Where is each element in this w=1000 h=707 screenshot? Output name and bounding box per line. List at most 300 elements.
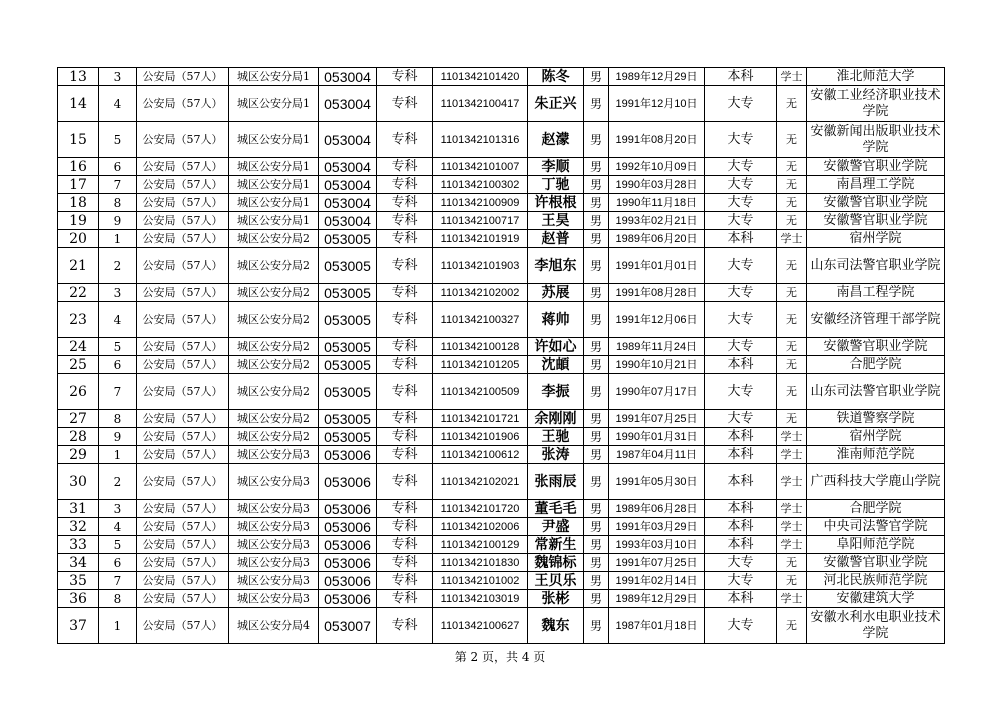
exam-number-cell: 1101342100327 [433,302,528,338]
position-code-cell: 053004 [319,158,377,176]
required-level-cell: 专科 [377,572,433,590]
required-level-cell: 专科 [377,338,433,356]
group-sequence-cell: 8 [99,194,137,212]
table-row [58,302,945,338]
row-number-cell: 15 [58,122,99,158]
exam-number-cell: 1101342102002 [433,284,528,302]
required-level-cell: 专科 [377,410,433,428]
gender-cell: 男 [584,230,609,248]
birth-date-cell: 1992年10月09日 [609,158,705,176]
group-sequence-cell: 9 [99,428,137,446]
candidate-name-cell: 李顺 [528,158,584,176]
required-level-cell: 专科 [377,248,433,284]
department-cell: 公安局（57人） [137,284,229,302]
table-row [58,464,945,500]
office-cell: 城区公安分局1 [229,158,319,176]
row-number-cell: 13 [58,68,99,86]
department-cell: 公安局（57人） [137,248,229,284]
birth-date-cell: 1991年02月14日 [609,572,705,590]
position-code-cell: 053006 [319,500,377,518]
row-number-cell: 31 [58,500,99,518]
birth-date-cell: 1990年10月21日 [609,356,705,374]
row-number-cell: 33 [58,536,99,554]
gender-cell: 男 [584,536,609,554]
education-cell: 本科 [705,464,777,500]
required-level-cell: 专科 [377,518,433,536]
position-code-cell: 053004 [319,86,377,122]
degree-cell: 学士 [777,518,807,536]
school-cell: 合肥学院 [807,500,945,518]
education-cell: 大专 [705,158,777,176]
school-cell: 山东司法警官职业学院 [807,374,945,410]
birth-date-cell: 1990年01月31日 [609,428,705,446]
group-sequence-cell: 3 [99,68,137,86]
school-cell: 宿州学院 [807,230,945,248]
degree-cell: 学士 [777,464,807,500]
table-row [58,446,945,464]
birth-date-cell: 1991年07月25日 [609,554,705,572]
position-code-cell: 053005 [319,374,377,410]
education-cell: 本科 [705,230,777,248]
birth-date-cell: 1990年11月18日 [609,194,705,212]
gender-cell: 男 [584,356,609,374]
row-number-cell: 35 [58,572,99,590]
department-cell: 公安局（57人） [137,302,229,338]
degree-cell: 无 [777,122,807,158]
department-cell: 公安局（57人） [137,86,229,122]
education-cell: 大专 [705,554,777,572]
row-number-cell: 20 [58,230,99,248]
group-sequence-cell: 1 [99,230,137,248]
school-cell: 淮南师范学院 [807,446,945,464]
gender-cell: 男 [584,86,609,122]
candidate-name-cell: 王驰 [528,428,584,446]
position-code-cell: 053005 [319,302,377,338]
gender-cell: 男 [584,608,609,644]
row-number-cell: 25 [58,356,99,374]
department-cell: 公安局（57人） [137,122,229,158]
position-code-cell: 053005 [319,248,377,284]
candidate-table [57,67,945,644]
required-level-cell: 专科 [377,536,433,554]
office-cell: 城区公安分局1 [229,176,319,194]
table-row [58,68,945,86]
gender-cell: 男 [584,428,609,446]
row-number-cell: 37 [58,608,99,644]
school-cell: 河北民族师范学院 [807,572,945,590]
position-code-cell: 053006 [319,572,377,590]
office-cell: 城区公安分局3 [229,536,319,554]
candidate-name-cell: 陈冬 [528,68,584,86]
birth-date-cell: 1990年03月28日 [609,176,705,194]
position-code-cell: 053005 [319,284,377,302]
position-code-cell: 053006 [319,554,377,572]
candidate-name-cell: 赵普 [528,230,584,248]
degree-cell: 学士 [777,446,807,464]
office-cell: 城区公安分局4 [229,608,319,644]
department-cell: 公安局（57人） [137,176,229,194]
education-cell: 大专 [705,374,777,410]
birth-date-cell: 1989年12月29日 [609,590,705,608]
group-sequence-cell: 3 [99,284,137,302]
degree-cell: 无 [777,212,807,230]
exam-number-cell: 1101342100717 [433,212,528,230]
required-level-cell: 专科 [377,212,433,230]
table-row [58,554,945,572]
position-code-cell: 053006 [319,518,377,536]
degree-cell: 无 [777,410,807,428]
required-level-cell: 专科 [377,500,433,518]
group-sequence-cell: 4 [99,302,137,338]
birth-date-cell: 1987年04月11日 [609,446,705,464]
education-cell: 大专 [705,122,777,158]
position-code-cell: 053004 [319,68,377,86]
row-number-cell: 26 [58,374,99,410]
department-cell: 公安局（57人） [137,68,229,86]
birth-date-cell: 1987年01月18日 [609,608,705,644]
group-sequence-cell: 2 [99,248,137,284]
gender-cell: 男 [584,572,609,590]
row-number-cell: 28 [58,428,99,446]
group-sequence-cell: 7 [99,374,137,410]
table-row [58,176,945,194]
position-code-cell: 053005 [319,428,377,446]
candidate-name-cell: 许如心 [528,338,584,356]
exam-number-cell: 1101342100909 [433,194,528,212]
row-number-cell: 16 [58,158,99,176]
candidate-name-cell: 魏东 [528,608,584,644]
required-level-cell: 专科 [377,464,433,500]
department-cell: 公安局（57人） [137,356,229,374]
exam-number-cell: 1101342100129 [433,536,528,554]
department-cell: 公安局（57人） [137,536,229,554]
group-sequence-cell: 7 [99,572,137,590]
office-cell: 城区公安分局2 [229,248,319,284]
birth-date-cell: 1989年11月24日 [609,338,705,356]
group-sequence-cell: 8 [99,410,137,428]
education-cell: 本科 [705,590,777,608]
school-cell: 安徽建筑大学 [807,590,945,608]
table-row [58,518,945,536]
birth-date-cell: 1991年12月10日 [609,86,705,122]
school-cell: 安徽经济管理干部学院 [807,302,945,338]
office-cell: 城区公安分局2 [229,230,319,248]
table-row [58,356,945,374]
table-row [58,158,945,176]
education-cell: 大专 [705,86,777,122]
candidate-name-cell: 尹盛 [528,518,584,536]
degree-cell: 无 [777,194,807,212]
degree-cell: 无 [777,338,807,356]
school-cell: 安徽工业经济职业技术学院 [807,86,945,122]
degree-cell: 无 [777,158,807,176]
exam-number-cell: 1101342100627 [433,608,528,644]
required-level-cell: 专科 [377,608,433,644]
department-cell: 公安局（57人） [137,446,229,464]
position-code-cell: 053004 [319,212,377,230]
exam-number-cell: 1101342101830 [433,554,528,572]
office-cell: 城区公安分局1 [229,86,319,122]
department-cell: 公安局（57人） [137,428,229,446]
row-number-cell: 34 [58,554,99,572]
gender-cell: 男 [584,122,609,158]
education-cell: 大专 [705,410,777,428]
candidate-name-cell: 张彬 [528,590,584,608]
row-number-cell: 30 [58,464,99,500]
group-sequence-cell: 8 [99,590,137,608]
group-sequence-cell: 9 [99,212,137,230]
row-number-cell: 21 [58,248,99,284]
office-cell: 城区公安分局3 [229,518,319,536]
table-row [58,338,945,356]
group-sequence-cell: 4 [99,518,137,536]
exam-number-cell: 1101342102021 [433,464,528,500]
education-cell: 本科 [705,68,777,86]
exam-number-cell: 1101342101721 [433,410,528,428]
gender-cell: 男 [584,410,609,428]
row-number-cell: 18 [58,194,99,212]
required-level-cell: 专科 [377,230,433,248]
degree-cell: 学士 [777,230,807,248]
office-cell: 城区公安分局3 [229,590,319,608]
school-cell: 阜阳师范学院 [807,536,945,554]
exam-number-cell: 1101342101919 [433,230,528,248]
birth-date-cell: 1991年07月25日 [609,410,705,428]
education-cell: 大专 [705,572,777,590]
candidate-name-cell: 常新生 [528,536,584,554]
office-cell: 城区公安分局3 [229,554,319,572]
office-cell: 城区公安分局1 [229,212,319,230]
exam-number-cell: 1101342100417 [433,86,528,122]
exam-number-cell: 1101342100612 [433,446,528,464]
position-code-cell: 053005 [319,230,377,248]
row-number-cell: 36 [58,590,99,608]
education-cell: 本科 [705,500,777,518]
row-number-cell: 14 [58,86,99,122]
table-row [58,374,945,410]
group-sequence-cell: 1 [99,446,137,464]
office-cell: 城区公安分局2 [229,302,319,338]
required-level-cell: 专科 [377,374,433,410]
table-row [58,590,945,608]
required-level-cell: 专科 [377,284,433,302]
table-row [58,428,945,446]
department-cell: 公安局（57人） [137,374,229,410]
candidate-name-cell: 朱正兴 [528,86,584,122]
required-level-cell: 专科 [377,302,433,338]
table-row [58,122,945,158]
education-cell: 大专 [705,212,777,230]
school-cell: 中央司法警官学院 [807,518,945,536]
office-cell: 城区公安分局2 [229,428,319,446]
table-row [58,230,945,248]
table-row [58,248,945,284]
gender-cell: 男 [584,338,609,356]
candidate-name-cell: 许根根 [528,194,584,212]
school-cell: 安徽警官职业学院 [807,158,945,176]
exam-number-cell: 1101342101420 [433,68,528,86]
candidate-name-cell: 王昊 [528,212,584,230]
office-cell: 城区公安分局2 [229,410,319,428]
required-level-cell: 专科 [377,590,433,608]
candidate-name-cell: 赵濛 [528,122,584,158]
position-code-cell: 053005 [319,356,377,374]
office-cell: 城区公安分局2 [229,284,319,302]
gender-cell: 男 [584,374,609,410]
education-cell: 本科 [705,428,777,446]
office-cell: 城区公安分局3 [229,500,319,518]
position-code-cell: 053004 [319,176,377,194]
exam-number-cell: 1101342100302 [433,176,528,194]
gender-cell: 男 [584,554,609,572]
position-code-cell: 053007 [319,608,377,644]
exam-number-cell: 1101342101002 [433,572,528,590]
required-level-cell: 专科 [377,68,433,86]
required-level-cell: 专科 [377,554,433,572]
department-cell: 公安局（57人） [137,212,229,230]
degree-cell: 无 [777,248,807,284]
school-cell: 合肥学院 [807,356,945,374]
gender-cell: 男 [584,446,609,464]
row-number-cell: 22 [58,284,99,302]
department-cell: 公安局（57人） [137,338,229,356]
exam-number-cell: 1101342101316 [433,122,528,158]
table-row [58,608,945,644]
department-cell: 公安局（57人） [137,230,229,248]
required-level-cell: 专科 [377,428,433,446]
school-cell: 宿州学院 [807,428,945,446]
gender-cell: 男 [584,68,609,86]
office-cell: 城区公安分局2 [229,374,319,410]
exam-number-cell: 1101342101205 [433,356,528,374]
education-cell: 大专 [705,608,777,644]
row-number-cell: 19 [58,212,99,230]
office-cell: 城区公安分局3 [229,572,319,590]
education-cell: 大专 [705,248,777,284]
table-row [58,500,945,518]
education-cell: 本科 [705,356,777,374]
department-cell: 公安局（57人） [137,464,229,500]
table-row [58,572,945,590]
degree-cell: 无 [777,86,807,122]
education-cell: 大专 [705,302,777,338]
gender-cell: 男 [584,248,609,284]
gender-cell: 男 [584,302,609,338]
office-cell: 城区公安分局1 [229,194,319,212]
gender-cell: 男 [584,590,609,608]
position-code-cell: 053006 [319,590,377,608]
candidate-name-cell: 蒋帅 [528,302,584,338]
office-cell: 城区公安分局2 [229,338,319,356]
degree-cell: 无 [777,284,807,302]
school-cell: 安徽警官职业学院 [807,338,945,356]
exam-number-cell: 1101342101903 [433,248,528,284]
degree-cell: 无 [777,176,807,194]
position-code-cell: 053006 [319,536,377,554]
school-cell: 安徽水利水电职业技术学院 [807,608,945,644]
birth-date-cell: 1991年08月20日 [609,122,705,158]
candidate-name-cell: 张雨辰 [528,464,584,500]
required-level-cell: 专科 [377,176,433,194]
degree-cell: 无 [777,356,807,374]
birth-date-cell: 1989年12月29日 [609,68,705,86]
exam-number-cell: 1101342100509 [433,374,528,410]
school-cell: 安徽新闻出版职业技术学院 [807,122,945,158]
school-cell: 南昌工程学院 [807,284,945,302]
page-footer: 第 2 页，共 4 页 [454,650,546,664]
birth-date-cell: 1989年06月28日 [609,500,705,518]
office-cell: 城区公安分局3 [229,464,319,500]
exam-number-cell: 1101342101007 [433,158,528,176]
group-sequence-cell: 5 [99,338,137,356]
candidate-name-cell: 李振 [528,374,584,410]
group-sequence-cell: 1 [99,608,137,644]
candidate-name-cell: 魏锦标 [528,554,584,572]
exam-number-cell: 1101342101720 [433,500,528,518]
birth-date-cell: 1990年07月17日 [609,374,705,410]
department-cell: 公安局（57人） [137,194,229,212]
birth-date-cell: 1993年02月21日 [609,212,705,230]
department-cell: 公安局（57人） [137,518,229,536]
degree-cell: 无 [777,608,807,644]
degree-cell: 无 [777,572,807,590]
gender-cell: 男 [584,176,609,194]
group-sequence-cell: 7 [99,176,137,194]
birth-date-cell: 1991年01月01日 [609,248,705,284]
school-cell: 山东司法警官职业学院 [807,248,945,284]
row-number-cell: 32 [58,518,99,536]
education-cell: 本科 [705,536,777,554]
required-level-cell: 专科 [377,122,433,158]
office-cell: 城区公安分局3 [229,446,319,464]
row-number-cell: 27 [58,410,99,428]
table-row [58,194,945,212]
exam-number-cell: 1101342103019 [433,590,528,608]
candidate-name-cell: 沈頔 [528,356,584,374]
degree-cell: 学士 [777,428,807,446]
education-cell: 本科 [705,446,777,464]
gender-cell: 男 [584,212,609,230]
education-cell: 大专 [705,284,777,302]
degree-cell: 学士 [777,500,807,518]
candidate-name-cell: 丁驰 [528,176,584,194]
school-cell: 铁道警察学院 [807,410,945,428]
office-cell: 城区公安分局2 [229,356,319,374]
candidate-name-cell: 李旭东 [528,248,584,284]
group-sequence-cell: 3 [99,500,137,518]
school-cell: 安徽警官职业学院 [807,554,945,572]
degree-cell: 学士 [777,68,807,86]
position-code-cell: 053004 [319,122,377,158]
gender-cell: 男 [584,284,609,302]
table-row [58,212,945,230]
department-cell: 公安局（57人） [137,500,229,518]
row-number-cell: 17 [58,176,99,194]
birth-date-cell: 1991年03月29日 [609,518,705,536]
birth-date-cell: 1993年03月10日 [609,536,705,554]
position-code-cell: 053004 [319,194,377,212]
gender-cell: 男 [584,500,609,518]
education-cell: 本科 [705,518,777,536]
department-cell: 公安局（57人） [137,410,229,428]
group-sequence-cell: 4 [99,86,137,122]
row-number-cell: 24 [58,338,99,356]
school-cell: 南昌理工学院 [807,176,945,194]
birth-date-cell: 1991年05月30日 [609,464,705,500]
birth-date-cell: 1989年06月20日 [609,230,705,248]
candidate-name-cell: 苏展 [528,284,584,302]
candidate-name-cell: 张涛 [528,446,584,464]
